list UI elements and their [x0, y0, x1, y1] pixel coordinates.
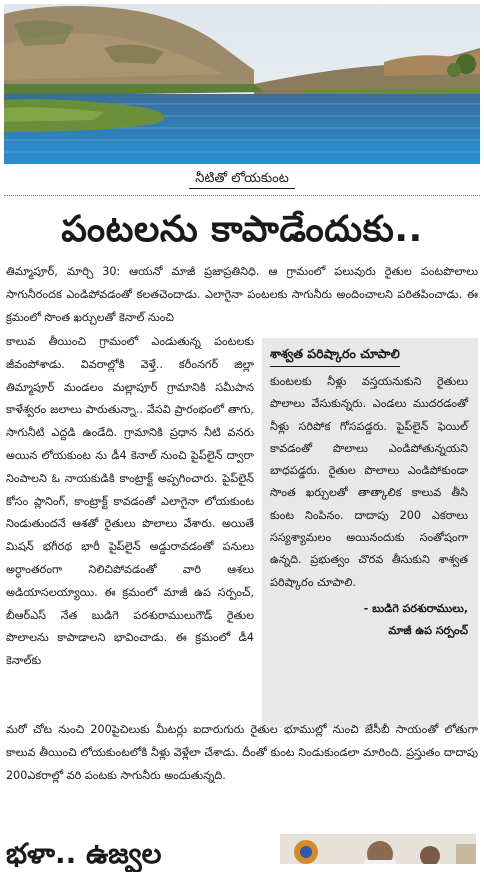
sidebar-text: కుంటలకు నీళ్లు వస్తయనుకుని రైతులు పొలాలు వేసుకున్నరు. ఎండలు ముదరడంతో నీళ్లు సరిపోక గోసపడ్డరు. పైప్‌లైన్ ఫెయిల్ కావడంతో పొలాలు ఎండిపోతున్నయని బాధపడ్డరు. రైతుల పొలాలు ఎండిపోకుండా సొంత ఖర్చులతో తాత్కాలిక కాలువ తీసి కుంట నింపినం. దాదాపు 200 ఎకరాలు సస్యశ్యామలం అయినందుకు సంతోషంగా ఉన్నది. ప్రభుత్వం చొరవ తీసుకుని శాశ్వత పరిష్కారం చూపాలి. — [270, 375, 468, 589]
next-article-photo — [280, 834, 476, 864]
body-paragraph-bottom: మరో చోట నుంచి 200పైచిలుకు మీటర్లు ఐదారుగురు రైతుల భూముల్లో నుంచి జేసీబీ సాయంతో లోతుగా కాలువ తీయించి లోయకుంటలోకి నీళ్లు వెళ్లేలా చేశాడు. దీంతో కుంట నిండుకుండలా మారింది. ప్రస్తుతం దాదాపు 200ఎకరాల్లో వరి పంటకు సాగునీరు అందుతున్నది. — [6, 723, 478, 782]
photo-caption — [0, 170, 484, 189]
next-article-heading: భళా.. ఉజ్వల — [6, 837, 162, 870]
divider — [4, 195, 480, 196]
headline: పంటలను కాపాడేందుకు.. — [61, 209, 423, 250]
body-paragraph-top: తిమ్మాపూర్, మార్చి 30: ఆయనో మాజీ ప్రజాప్రతినిధి. ఆ గ్రామంలో పలువురు రైతుల పంటపొలాలు సాగునీరందక ఎండిపోవడంతో కలతచెందాడు. ఎలాగైనా పంటలకు సాగునీరు అందించాలని పరితపించాడు. ఈ క్రమంలో సొంత ఖర్చులతో కెనాల్ నుంచి — [6, 265, 478, 324]
sidebar-title: శాశ్వత పరిష్కారం చూపాలి — [270, 344, 400, 367]
body-paragraph-column: కాలువ తీయించి గ్రామంలో ఎండుతున్న పంటలకు జీవంపోశాడు. వివరాల్లోకి వెళ్తే.. కరీంనగర్ జిల్లా తిమ్మాపూర్ మండలం మల్లాపూర్ గ్రామానికి సమీపాన కాళేశ్వరం జలాలు పారుతున్నా.. వేసవి ప్రారంభంలో తాగు, సాగునీటి ఎద్దడి ఉండేది. గ్రామానికి ప్రధాన నీటి వనరు అయిన లోయకుంట ను డీ4 కెనాల్ నుంచి పైప్‌లైన్ ద్వారా నింపాలని ఓ నాయకుడికి కాంట్రాక్ట్ అప్పగించారు. పైప్‌లైన్ కోసం ప్లానింగ్, కాంట్రాక్ట్ కావడంతో ఎలాగైనా లోయకుంట నిండుతుందనే ఆశతో రైతులు పొలాలు వేశారు. అయితే మిషన్ భగీరథ భారీ పైప్‌లైన్ అడ్డురావడంతో పనులు అర్ధాంతరంగా నిలిచిపోవడంతో వారి ఆశలు అడియాసలయ్యాయి. ఈ క్రమంలో మాజీ ఉప సర్పంచ్, బీఆర్ఎస్ నేత బుడిగె పరశురాములుగౌడ్ రైతుల పొలాలను కాపాడాలని భావించాడు. ఈ క్రమంలో డీ4 కెనాల్‌కు — [6, 335, 254, 668]
reservoir-landscape-icon — [4, 4, 480, 164]
people-photo-icon — [280, 834, 476, 864]
sidebar-author: - బుడిగె పరశురాములు, — [363, 601, 468, 615]
reservoir-photo — [4, 4, 480, 164]
quote-sidebar — [262, 338, 478, 728]
sidebar-role: మాజీ ఉప సర్పంచ్ — [388, 623, 468, 637]
caption-text: నీటితో లోయకుంట — [189, 170, 294, 189]
